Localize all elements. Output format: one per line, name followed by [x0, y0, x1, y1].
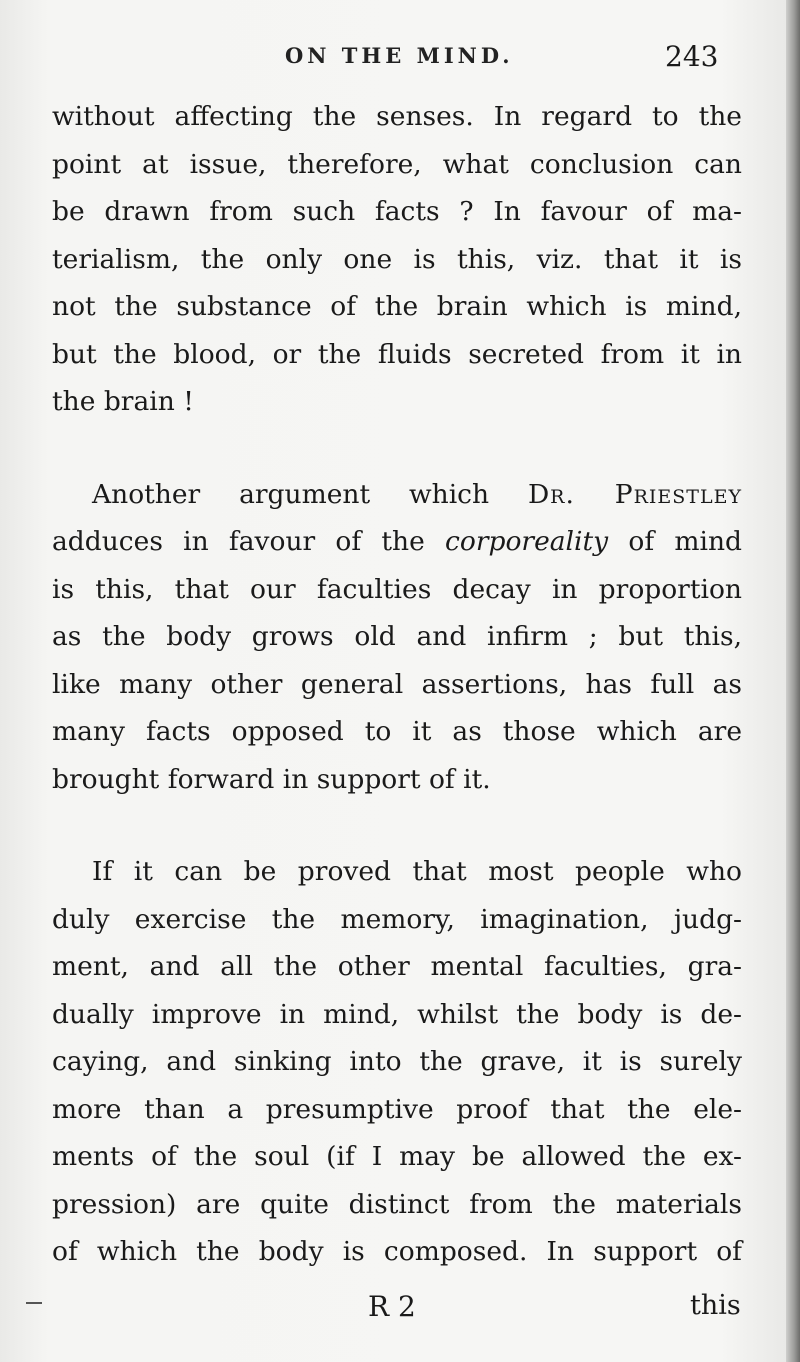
text-run: adduces in favour of the [52, 526, 446, 557]
page-number: 243 [665, 40, 719, 73]
text-line: duly exercise the memory, imagination, judg- [52, 903, 742, 935]
text-line: but the blood, or the fluids secreted from it in [52, 338, 742, 370]
paragraph-1 [0, 93, 800, 426]
running-title: ON THE MIND. [285, 43, 514, 68]
text-line: point at issue, therefore, what conclusion can [52, 148, 742, 180]
text-line: If it can be proved that most people who [92, 856, 742, 887]
text-line: ment, and all the other mental faculties, gra- [52, 951, 742, 982]
text-line [52, 518, 742, 566]
paragraph-2 [0, 471, 800, 804]
text-line: more than a presumptive proof that the ele- [52, 1093, 742, 1125]
text-line: the brain ! [52, 386, 194, 417]
text-run: Another argument which [92, 478, 528, 510]
text-line: is this, that our faculties decay in proportion [52, 573, 742, 605]
text-line: brought forward in support of it. [52, 763, 491, 795]
page-footer [0, 1290, 800, 1330]
text-line: caying, and sinking into the grave, it is surely [52, 1046, 742, 1077]
text-line: ments of the soul (if I may be allowed the ex- [52, 1141, 742, 1172]
margin-mark [26, 1302, 42, 1304]
text-line: without affecting the senses. In regard to the [52, 101, 742, 132]
body-text [0, 93, 800, 1276]
paragraph-3 [0, 848, 800, 1276]
text-line: dually improve in mind, whilst the body is de- [52, 998, 742, 1030]
text-line [92, 471, 742, 519]
text-line: as the body grows old and infirm ; but this, [52, 621, 742, 652]
text-line: terialism, the only one is this, viz. that it is [52, 243, 742, 275]
emphasized-word: corporeality [445, 526, 609, 557]
page-header [0, 40, 800, 80]
catchword: this [690, 1290, 741, 1321]
text-line: be drawn from such facts ? In favour of ma- [52, 196, 742, 227]
text-line: like many other general assertions, has full as [52, 668, 742, 700]
text-run: of mind [608, 526, 742, 557]
text-line: pression) are quite distinct from the materials [52, 1188, 742, 1220]
text-line: not the substance of the brain which is mind, [52, 291, 742, 322]
text-line: many facts opposed to it as those which are [52, 716, 742, 747]
author-name: Dr. Priestley [527, 478, 742, 510]
text-line: of which the body is composed. In support of [52, 1236, 742, 1267]
signature-mark: R 2 [368, 1290, 416, 1323]
